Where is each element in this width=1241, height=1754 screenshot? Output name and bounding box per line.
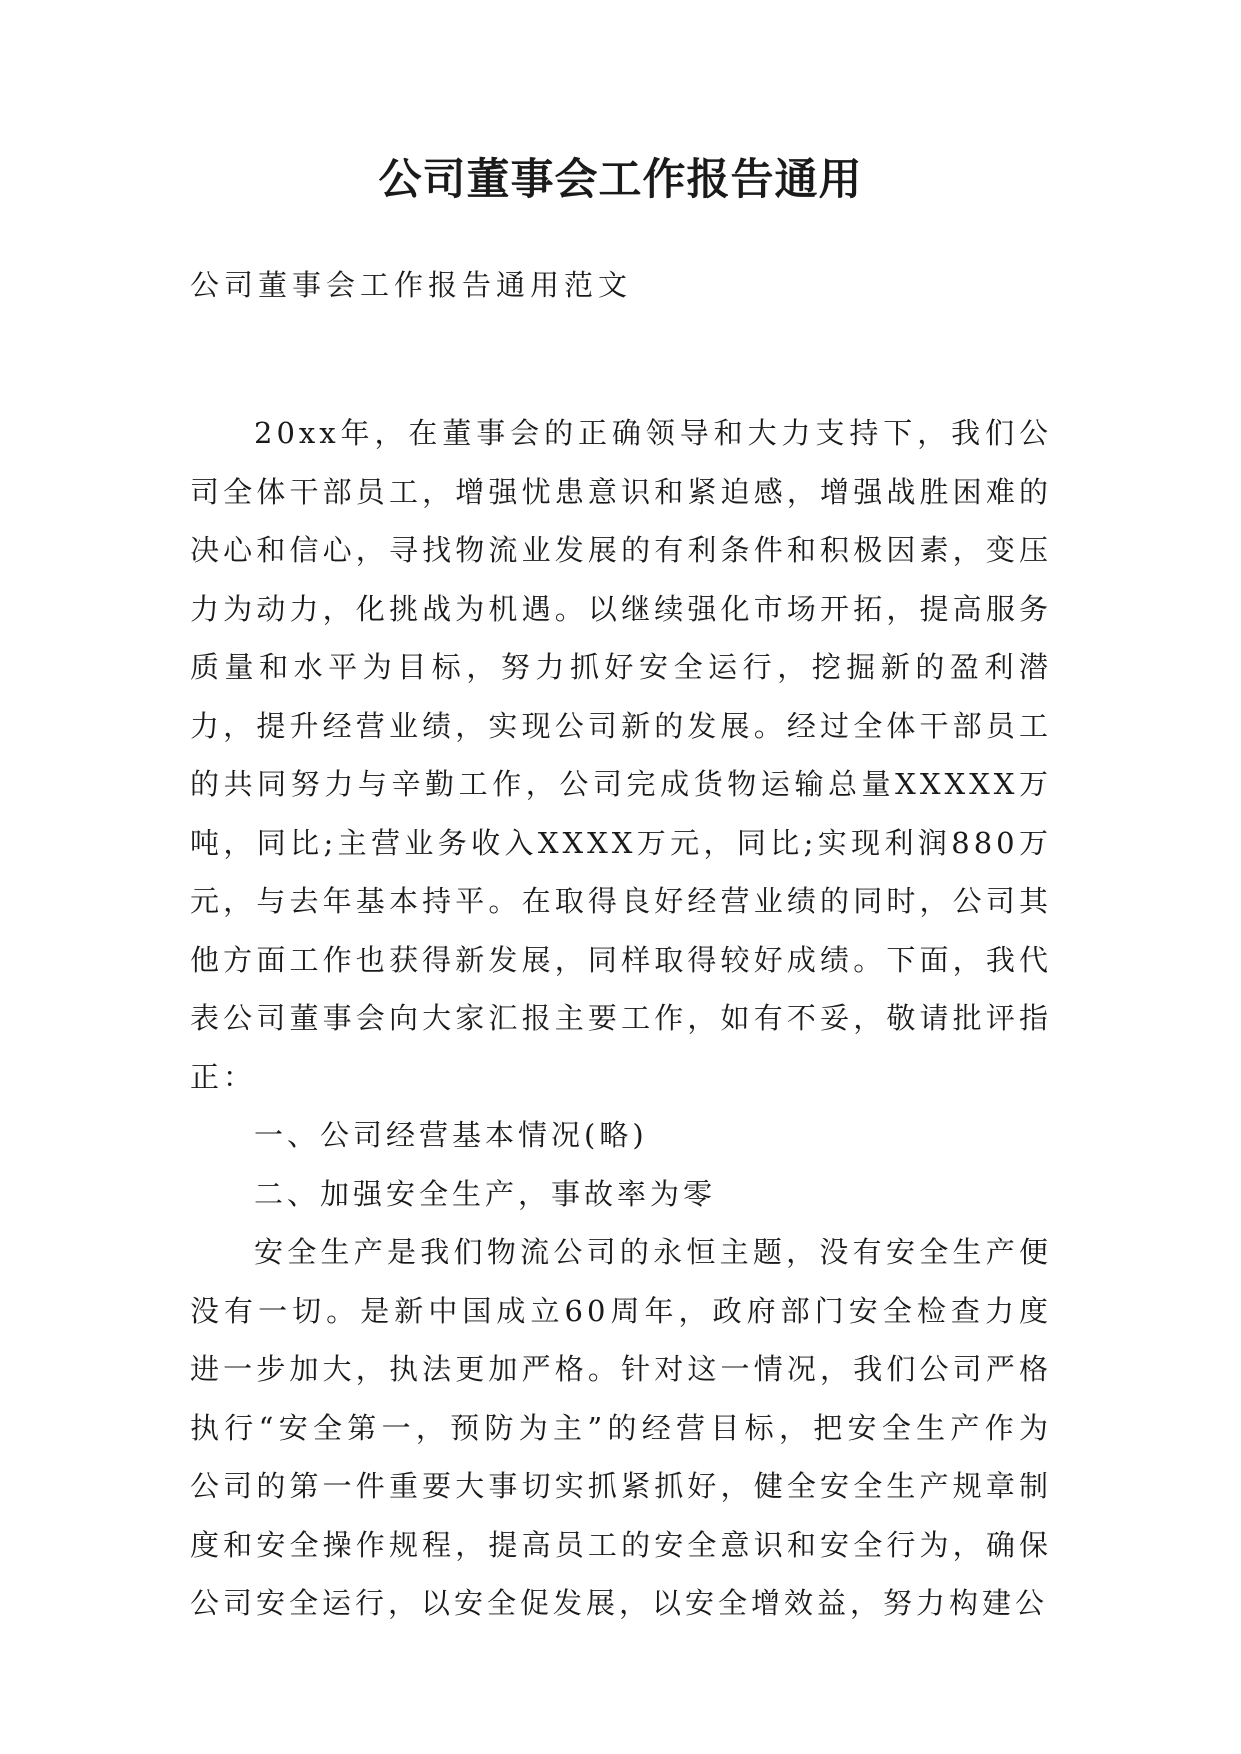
document-subtitle: 公司董事会工作报告通用范文 — [190, 268, 633, 302]
section-heading-2: 二、加强安全生产，事故率为零 — [254, 1176, 717, 1211]
section-heading-1: 一、公司经营基本情况(略) — [254, 1118, 648, 1152]
document-body — [190, 404, 1052, 1633]
paragraph-safety: 安全生产是我们物流公司的永恒主题，没有安全生产便没有一切。是新中国成立60周年，政府部门安全检查力度进一步加大，执法更加严格。针对这一情况，我们公司严格执行“安全第一，预防为主”的经营目标，把安全生产作为公司的第一件重要大事切实抓紧抓好，健全安全生产规章制度和安全操作规程，提高员工的安全意识和安全行为，确保公司安全运行，以安全促发展，以安全增效益，努力构建公 — [190, 1235, 1052, 1620]
paragraph-intro: 20xx年，在董事会的正确领导和大力支持下，我们公司全体干部员工，增强忧患意识和紧迫感，增强战胜困难的决心和信心，寻找物流业发展的有利条件和积极因素，变压力为动力，化挑战为机遇。以继续强化市场开拓，提高服务质量和水平为目标，努力抓好安全运行，挖掘新的盈利潜力，提升经营业绩，实现公司新的发展。经过全体干部员工的共同努力与辛勤工作，公司完成货物运输总量XXXXX万吨，同比;主营业务收入XXXX万元，同比;实现利润880万元，与去年基本持平。在取得良好经营业绩的同时，公司其他方面工作也获得新发展，同样取得较好成绩。下面，我代表公司董事会向大家汇报主要工作，如有不妥，敬请批评指正： — [190, 416, 1052, 1094]
document-title: 公司董事会工作报告通用 — [378, 155, 863, 205]
